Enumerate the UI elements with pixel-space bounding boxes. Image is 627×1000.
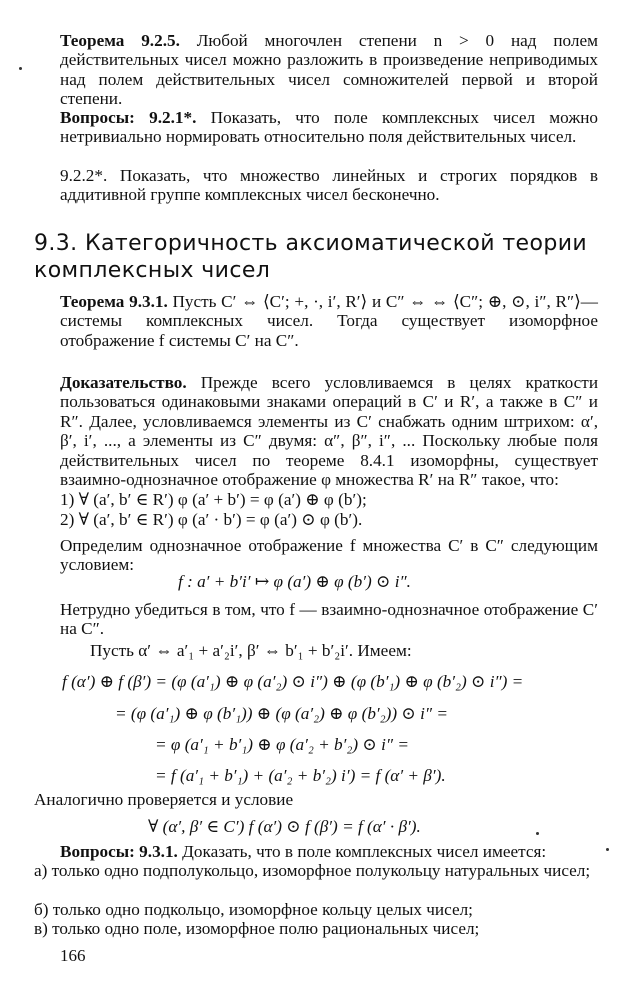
question-9-2-1: Показать, что поле комплексных чисел можно нетривиально нормировать относительно поля действительных чисел. (60, 108, 599, 147)
section-number: 9.3. (34, 231, 78, 256)
let-line: Пусть α′ ⇔ a′₁ + a′₂i′, β′ ⇔ b′₁ + b′₂i′. Имеем: (90, 641, 412, 660)
map-formula: f : a′ + b′i′ ↦ φ (a′) ⊕ φ (b′) ⊙ i″. (178, 572, 411, 591)
question-item-b: б) только одно подкольцо, изоморфное кольцу целых чисел; (34, 900, 473, 919)
equation-line-2: = (φ (a′₁) ⊕ φ (b′₁)) ⊕ (φ (a′₂) ⊕ φ (b′₂)) ⊙ i″ = (115, 704, 448, 723)
condition-2: 2) ∀ (a′, b′ ∈ R′) φ (a′ · b′) = φ (a′) ⊙ φ (b′). (60, 510, 363, 529)
question-item-c: в) только одно поле, изоморфное полю рациональных чисел; (34, 919, 480, 938)
theorem-9-3-1-text: Пусть C′ ⇔ ⟨C′; +, ·, i′, R′⟩ и C″ ⇔ ⇔ ⟨C″; ⊕, ⊙, i″, R″⟩—системы комплексных чисел. Тогда существует изоморфное отображение f системы C′ на C″. (60, 292, 598, 350)
print-speck (536, 832, 539, 835)
section-title: Категоричность аксиоматической теории комплексных чисел (34, 231, 588, 283)
print-speck (606, 848, 609, 851)
proof-label: Доказательство. (60, 373, 187, 392)
questions-9-2 (60, 108, 598, 147)
equation-line-4: = f (a′₁ + b′₁) + (a′₂ + b′₂) i′) = f (α′ + β′). (155, 766, 446, 785)
page-number: 166 (60, 946, 86, 965)
theorem-9-2-5-text: Любой многочлен степени n > 0 над полем действительных чисел можно разложить в произведение неприводимых над полем действительных чисел сомножителей первой и второй степени. (60, 31, 598, 109)
mult-formula: ∀ (α′, β′ ∈ C′) f (α′) ⊙ f (β′) = f (α′ · β′). (148, 817, 421, 836)
print-speck (19, 67, 22, 70)
theorem-9-3-1 (60, 292, 598, 350)
similar-line: Аналогично проверяется и условие (34, 790, 294, 809)
theorem-9-3-1-label: Теорема 9.3.1. (60, 292, 168, 311)
equation-line-1: f (α′) ⊕ f (β′) = (φ (a′₁) ⊕ φ (a′₂) ⊙ i″) ⊕ (φ (b′₁) ⊕ φ (b′₂) ⊙ i″) = (62, 672, 524, 691)
questions-9-3 (60, 842, 598, 861)
define-paragraph: Определим однозначное отображение f множества C′ в C″ следующим условием: (60, 536, 598, 575)
proof-paragraph (60, 373, 598, 489)
section-heading (34, 230, 594, 284)
question-9-2-2-text: 9.2.2*. Показать, что множество линейных и строгих порядков в аддитивной группе комплексных чисел бесконечно. (60, 166, 598, 205)
theorem-9-2-5 (60, 31, 598, 109)
question-item-a: а) только одно подполукольцо, изоморфное полукольцу натуральных чисел; (34, 861, 591, 880)
proof-text: Прежде всего условливаемся в целях краткости пользоваться одинаковыми знаками операций в C′ и R′, а также в C″ и R″. Далее, условливаемся элементы из C′ снабжать одним штрихом: α′, β′, i′, ..., а элементы из C″ двумя: α″, β″, i″, ... Поскольку любые поля действительных чисел по теореме 8.4.1 изоморфны, существует взаимно-однозначное отображение φ множества R′ на R″ такое, что: (60, 373, 599, 490)
question-9-2-2 (60, 166, 598, 205)
theorem-9-2-5-label: Теорема 9.2.5. (60, 31, 180, 50)
bijection-paragraph: Нетрудно убедиться в том, что f — взаимно-однозначное отображение C′ на C″. (60, 600, 598, 639)
condition-1: 1) ∀ (a′, b′ ∈ R′) φ (a′ + b′) = φ (a′) ⊕ φ (b′); (60, 490, 367, 509)
questions-9-3-label: Вопросы: 9.3.1. (60, 842, 178, 861)
questions-9-3-intro: Доказать, что в поле комплексных чисел имеется: (182, 842, 547, 861)
equation-line-3: = φ (a′₁ + b′₁) ⊕ φ (a′₂ + b′₂) ⊙ i″ = (155, 735, 409, 754)
questions-9-2-label: Вопросы: 9.2.1*. (60, 108, 197, 127)
